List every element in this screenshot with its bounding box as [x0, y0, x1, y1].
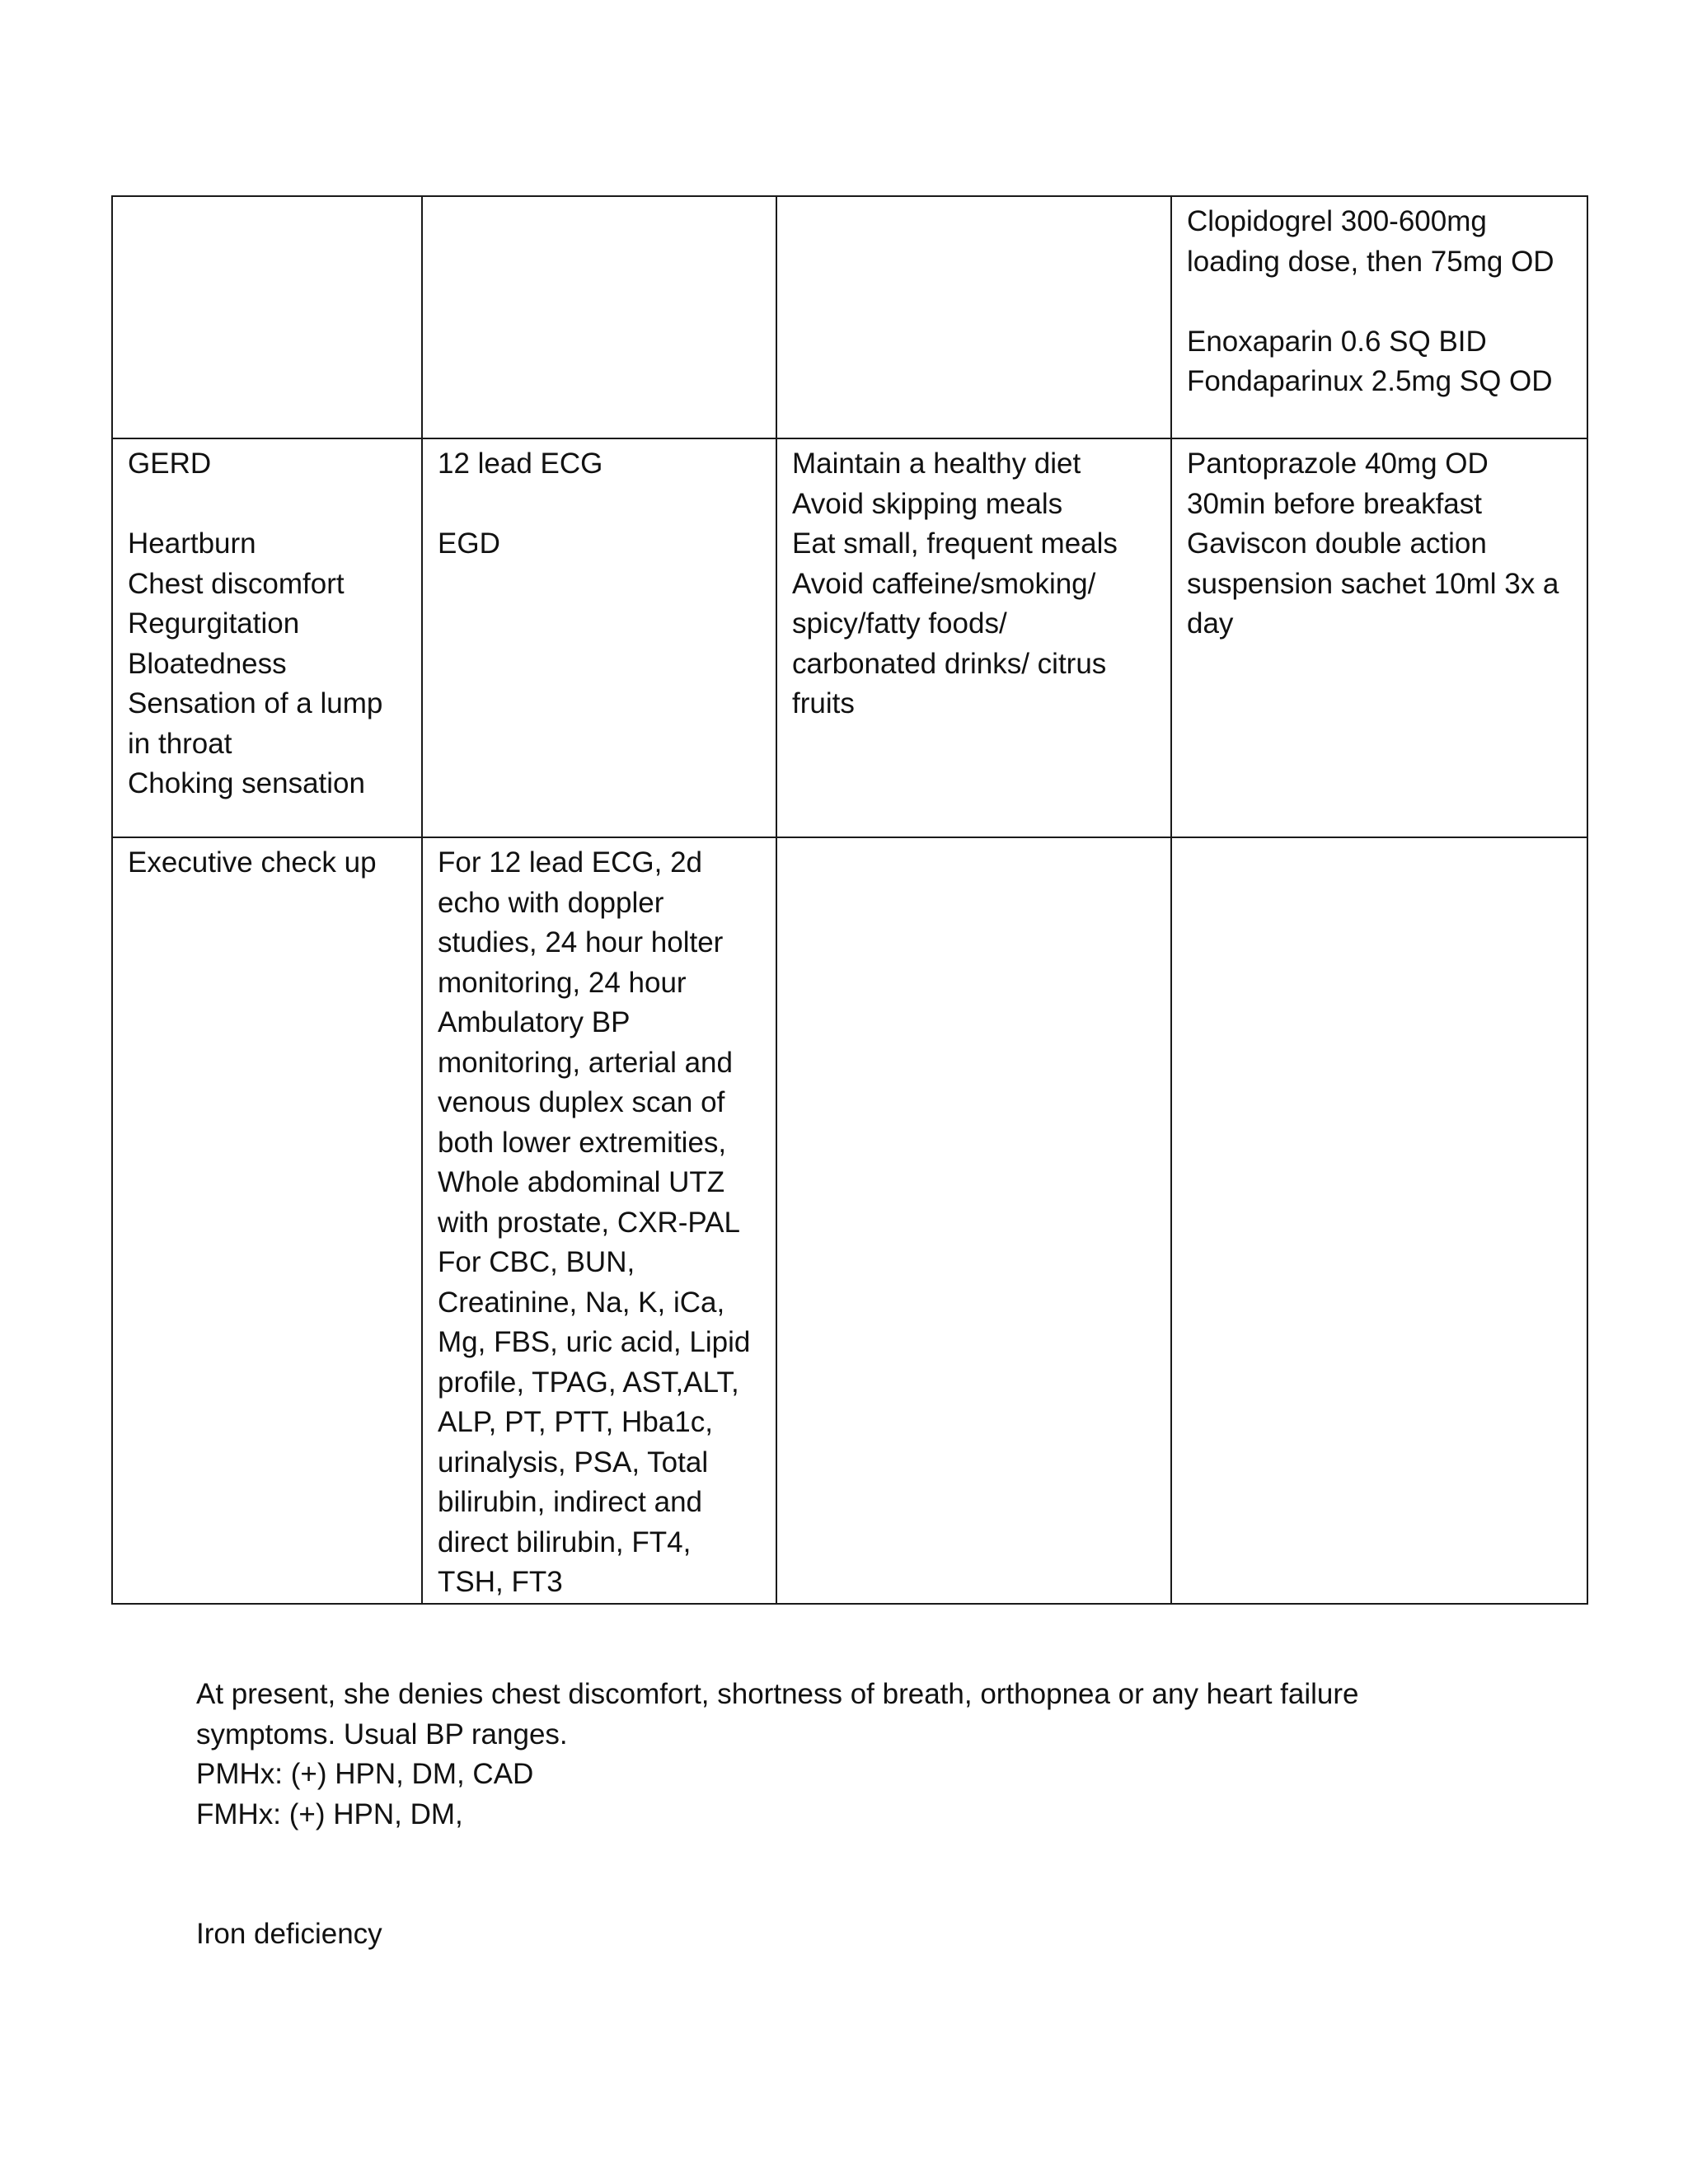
notes-line: symptoms. Usual BP ranges.: [196, 1718, 568, 1750]
table-row: [112, 196, 1587, 438]
cell-text-line: urinalysis, PSA, Total: [438, 1446, 709, 1479]
notes-line: At present, she denies chest discomfort, shortness of breath, orthopnea or any heart failure: [196, 1678, 1359, 1710]
cell-text-line: with prostate, CXR-PAL: [438, 1206, 740, 1239]
past-medical-history: PMHx: (+) HPN, DM, CAD: [196, 1758, 534, 1790]
cell-text-line: ALP, PT, PTT, Hba1c,: [438, 1406, 713, 1438]
cell-text-line: profile, TPAG, AST,ALT,: [438, 1366, 739, 1399]
condition-cell: [112, 196, 422, 438]
cell-text-line: For CBC, BUN,: [438, 1246, 635, 1278]
cell-text-line: suspension sachet 10ml 3x a: [1187, 567, 1559, 600]
medications-cell: [1171, 438, 1587, 837]
cell-text-line: Avoid skipping meals: [792, 487, 1063, 520]
cell-text-line: bilirubin, indirect and: [438, 1486, 703, 1518]
cell-text-line: Whole abdominal UTZ: [438, 1166, 725, 1198]
cell-text-line: Executive check up: [128, 846, 377, 879]
cell-text-line: Creatinine, Na, K, iCa,: [438, 1286, 725, 1319]
lifestyle-cell: [776, 837, 1171, 1604]
clinical-notes: [196, 1675, 1531, 1835]
treatment-table: [111, 195, 1588, 1605]
cell-text-line: Ambulatory BP: [438, 1006, 631, 1038]
cell-text-line: Fondaparinux 2.5mg SQ OD: [1187, 365, 1553, 397]
condition-cell: [112, 837, 422, 1604]
cell-text-line: monitoring, 24 hour: [438, 966, 687, 999]
blank-line: [1187, 282, 1572, 322]
cell-text-line: Heartburn: [128, 527, 256, 560]
medications-cell: [1171, 837, 1587, 1604]
cell-text-line: For 12 lead ECG, 2d: [438, 846, 702, 879]
cell-text-line: Regurgitation: [128, 607, 300, 640]
condition-cell: [112, 438, 422, 837]
medications-cell: [1171, 196, 1587, 438]
cell-text-line: Avoid caffeine/smoking/: [792, 567, 1096, 600]
cell-text-line: Pantoprazole 40mg OD: [1187, 448, 1489, 480]
cell-text-line: GERD: [128, 448, 212, 480]
iron-deficiency-heading: Iron deficiency: [196, 1918, 382, 1950]
cell-text-line: TSH, FT3: [438, 1566, 563, 1598]
cell-text-line: echo with doppler: [438, 886, 664, 919]
cell-text-line: studies, 24 hour holter: [438, 926, 724, 958]
table-row: [112, 438, 1587, 837]
cell-text-line: Sensation of a lump: [128, 687, 383, 719]
cell-text-line: carbonated drinks/ citrus: [792, 647, 1107, 680]
family-medical-history: FMHx: (+) HPN, DM,: [196, 1797, 463, 1830]
cell-text-line: Bloatedness: [128, 647, 287, 680]
cell-text-line: fruits: [792, 687, 855, 719]
workup-cell: [422, 438, 776, 837]
cell-text-line: direct bilirubin, FT4,: [438, 1526, 692, 1558]
lifestyle-cell: [776, 196, 1171, 438]
cell-text-line: Mg, FBS, uric acid, Lipid: [438, 1326, 751, 1358]
cell-text-line: Chest discomfort: [128, 567, 345, 600]
cell-text-line: Clopidogrel 300-600mg: [1187, 205, 1487, 237]
cell-text-line: Choking sensation: [128, 767, 365, 799]
cell-text-line: loading dose, then 75mg OD: [1187, 245, 1554, 278]
cell-text-line: Enoxaparin 0.6 SQ BID: [1187, 325, 1487, 358]
cell-text-line: Gaviscon double action: [1187, 527, 1487, 560]
cell-text-line: 30min before breakfast: [1187, 487, 1482, 520]
cell-text-line: day: [1187, 607, 1234, 640]
blank-line: [438, 485, 761, 525]
workup-cell: [422, 837, 776, 1604]
lifestyle-cell: [776, 438, 1171, 837]
workup-cell: [422, 196, 776, 438]
cell-text-line: Eat small, frequent meals: [792, 527, 1118, 560]
cell-text-line: monitoring, arterial and: [438, 1046, 733, 1079]
blank-line: [128, 485, 406, 525]
cell-text-line: EGD: [438, 527, 500, 560]
table-row: [112, 837, 1587, 1604]
cell-text-line: both lower extremities,: [438, 1126, 727, 1159]
cell-text-line: 12 lead ECG: [438, 448, 603, 480]
cell-text-line: Maintain a healthy diet: [792, 448, 1081, 480]
cell-text-line: venous duplex scan of: [438, 1086, 725, 1118]
cell-text-line: in throat: [128, 727, 232, 760]
cell-text-line: spicy/fatty foods/: [792, 607, 1007, 640]
